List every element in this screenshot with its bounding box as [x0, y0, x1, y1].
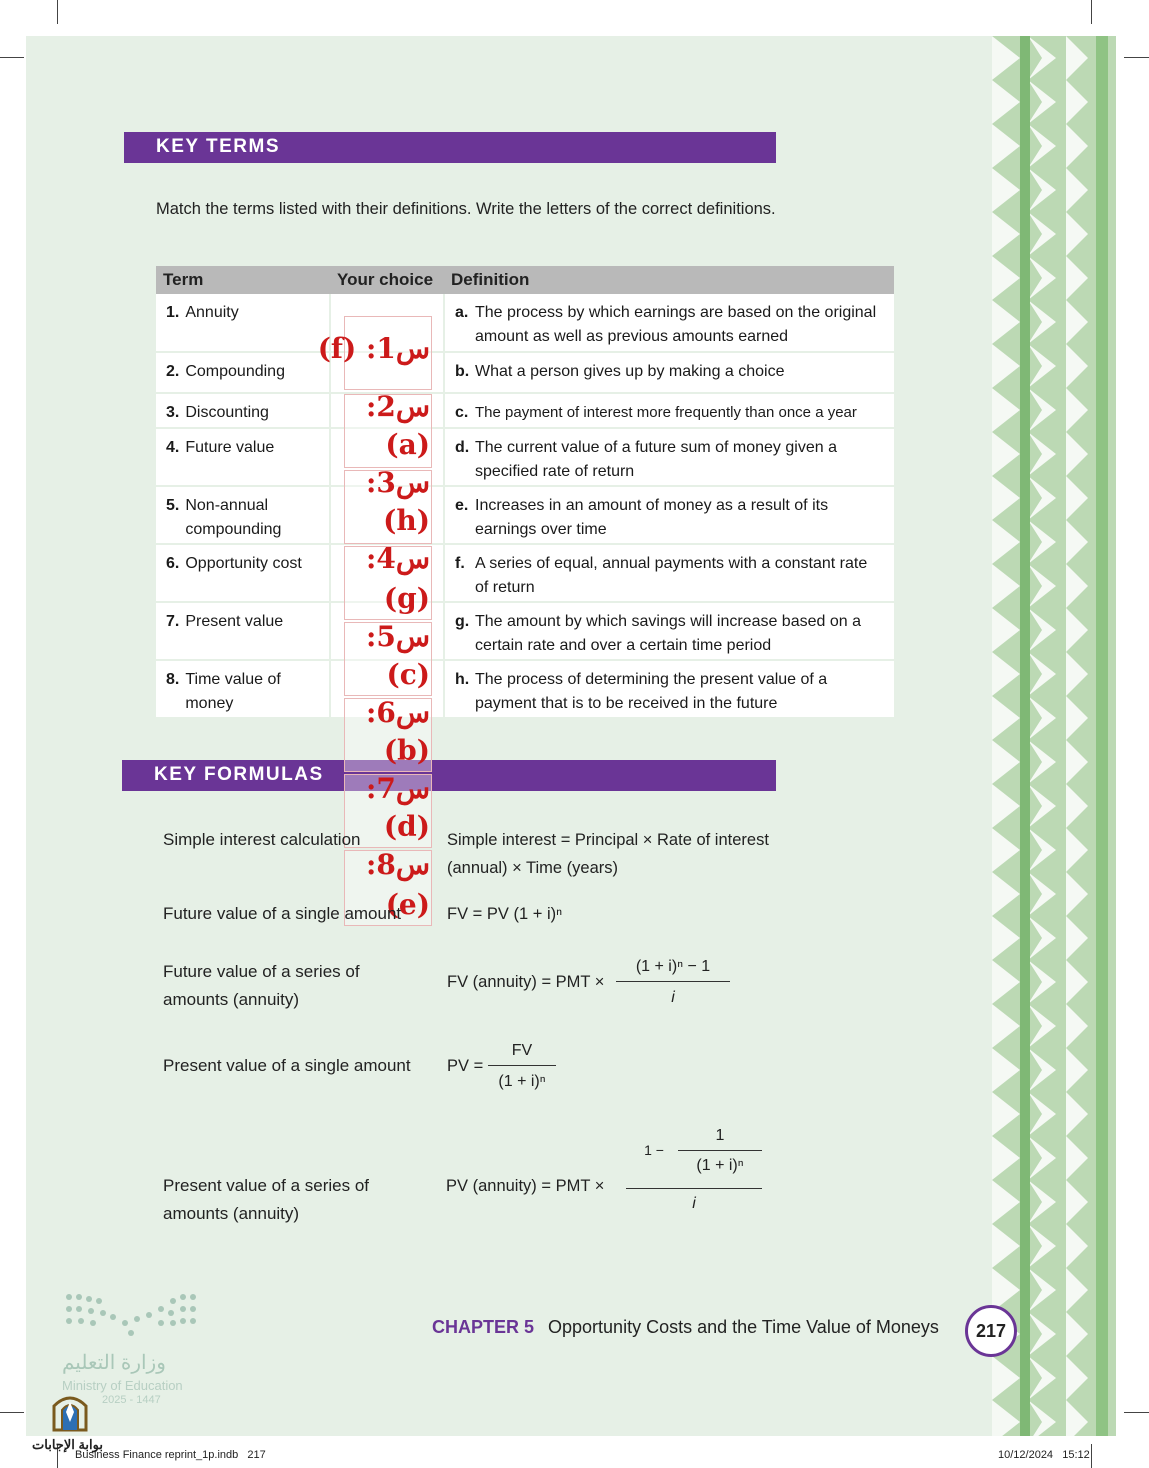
formula-pv-annuity-inner-numerator: 1 [715, 1127, 725, 1144]
definition-cell [444, 428, 894, 486]
formula-label-fv-annuity-1: Future value of a series of [163, 962, 360, 981]
answer-choice: (c) [386, 658, 430, 691]
formula-label-fv-single: Future value of a single amount [163, 904, 402, 923]
table-row [156, 660, 894, 718]
print-slug-date: 10/12/2024 15:12 [998, 1449, 1090, 1461]
term-number: 8. [166, 671, 180, 688]
key-terms-heading: KEY TERMS [124, 132, 776, 163]
decorative-border [992, 36, 1116, 1436]
definition-letter: c. [455, 404, 469, 421]
formula-label-pv-annuity-1: Present value of a series of [163, 1176, 370, 1195]
crop-mark [1091, 1444, 1092, 1468]
term-number: 4. [166, 439, 180, 456]
definition-cell [444, 486, 894, 544]
formula-pv-annuity-denominator: i [692, 1195, 696, 1212]
formula-label-pv-annuity-2: amounts (annuity) [163, 1204, 300, 1223]
answer-question: س8: [365, 848, 430, 881]
term-cell [156, 486, 330, 544]
definition-text: The process by which earnings are based on the original amount as well as previous amounts earned [475, 304, 877, 345]
table-header [156, 266, 894, 294]
term-number: 7. [166, 613, 180, 630]
answer-question: س6: [365, 696, 430, 729]
formula-pv-single-lhs: PV = [447, 1057, 484, 1075]
term-cell [156, 544, 330, 602]
instructions: Match the terms listed with their definitions. Write the letters of the correct definitions. [156, 200, 776, 218]
term-text: Discounting [185, 404, 269, 421]
definition-letter: f. [455, 555, 465, 572]
crop-mark [1091, 0, 1092, 24]
term-cell [156, 294, 330, 352]
answer-question: س2: [365, 390, 430, 423]
definition-letter: d. [455, 439, 470, 456]
term-number: 5. [166, 497, 180, 514]
answer-question: س7: [365, 772, 430, 805]
portal-logo-icon [48, 1388, 92, 1432]
formula-pv-annuity-lhs: PV (annuity) = PMT × [446, 1177, 605, 1195]
column-header-term: Term [156, 266, 330, 294]
definition-letter: a. [455, 304, 469, 321]
ministry-year: 2025 - 1447 [102, 1394, 161, 1406]
term-text: Compounding [185, 363, 285, 380]
crop-mark [57, 0, 58, 24]
definition-cell [444, 660, 894, 718]
term-number: 6. [166, 555, 180, 572]
chapter-label: CHAPTER 5 [432, 1317, 535, 1337]
answer-choice: (d) [383, 810, 430, 843]
term-number: 1. [166, 304, 180, 321]
ministry-name-ar: وزارة التعليم [62, 1352, 166, 1374]
fraction-bar [626, 1188, 762, 1189]
term-text: Future value [185, 439, 275, 456]
answer-choice: (g) [383, 582, 430, 615]
answer-line [318, 334, 430, 364]
formula-pv-annuity-inner-denominator: (1 + i)ⁿ [696, 1157, 744, 1174]
definition-cell [444, 544, 894, 602]
ministry-name-en: Ministry of Education [62, 1378, 183, 1393]
formula-simple-interest-line1: Simple interest = Principal × Rate of interest [447, 831, 769, 849]
portal-name: بوابة الإجابات [32, 1437, 103, 1452]
column-header-choice: Your choice [330, 266, 444, 294]
term-cell [156, 428, 330, 486]
formula-label-fv-annuity-2: amounts (annuity) [163, 990, 300, 1009]
formula-simple-interest-line2: (annual) × Time (years) [447, 859, 619, 877]
table-row [156, 352, 894, 393]
chapter-footer [432, 1317, 939, 1338]
answer-choice: (a) [385, 428, 430, 461]
term-text: Annuity [185, 304, 239, 321]
term-cell [156, 393, 330, 428]
table-row [156, 428, 894, 486]
table-row [156, 486, 894, 544]
crop-mark [1124, 57, 1149, 58]
table-row [156, 544, 894, 602]
table-row [156, 294, 894, 352]
formula-fv-annuity-denominator: i [671, 989, 675, 1006]
term-cell [156, 352, 330, 393]
definition-letter: h. [455, 671, 470, 688]
formula-pv-single-denominator: (1 + i)ⁿ [498, 1073, 546, 1090]
formula-fv-single: FV = PV (1 + i)ⁿ [447, 905, 563, 923]
formula-fv-annuity-numerator: (1 + i)ⁿ − 1 [635, 958, 711, 975]
answer-question: س1: [365, 332, 430, 365]
definition-cell [444, 352, 894, 393]
answer-question: س3: [365, 466, 430, 499]
definition-cell [444, 602, 894, 660]
table-row [156, 393, 894, 428]
definition-text: The current value of a future sum of money given a specified rate of return [475, 439, 837, 480]
chapter-title: Opportunity Costs and the Time Value of Moneys [548, 1317, 939, 1337]
definition-text: The process of determining the present value of a payment that is to be received in the future [475, 671, 828, 712]
term-text: Present value [185, 613, 284, 630]
formula-pv-single-numerator: FV [511, 1042, 533, 1059]
crop-mark [1124, 1412, 1149, 1413]
definition-text: What a person gives up by making a choice [475, 363, 785, 380]
key-formulas-heading: KEY FORMULAS [122, 760, 776, 791]
definition-letter: b. [455, 363, 470, 380]
term-text: Non-annual compounding [185, 497, 282, 538]
definition-letter: e. [455, 497, 469, 514]
column-header-definition: Definition [444, 266, 894, 294]
term-number: 2. [166, 363, 180, 380]
definition-text: The amount by which savings will increase based on a certain rate and over a certain time period [475, 613, 861, 654]
term-cell [156, 602, 330, 660]
page-number: 217 [965, 1305, 1017, 1357]
definition-text: The payment of interest more frequently than once a year [475, 404, 857, 421]
crop-mark [0, 1412, 24, 1413]
answer-choice: (h) [383, 504, 430, 537]
definition-cell [444, 294, 894, 352]
answer-question: س4: [365, 542, 430, 575]
answer-choice: (b) [383, 734, 430, 767]
fraction-bar [616, 981, 730, 982]
key-terms-table [156, 266, 894, 719]
answer-choice: (e) [385, 888, 430, 921]
formula-label-simple-interest: Simple interest calculation [163, 830, 361, 849]
term-cell [156, 660, 330, 718]
definition-cell [444, 393, 894, 428]
formula-label-pv-single: Present value of a single amount [163, 1056, 411, 1075]
fraction-bar [488, 1065, 556, 1066]
term-text: Opportunity cost [185, 555, 302, 572]
term-number: 3. [166, 404, 180, 421]
crop-mark [0, 57, 24, 58]
table-row [156, 602, 894, 660]
definition-text: A series of equal, annual payments with a constant rate of return [475, 555, 868, 596]
formula-pv-annuity-one-minus: 1 − [644, 1142, 664, 1158]
definition-letter: g. [455, 613, 470, 630]
fraction-bar [678, 1150, 762, 1151]
formula-fv-annuity-lhs: FV (annuity) = PMT × [447, 973, 605, 991]
definition-text: Increases in an amount of money as a result of its earnings over time [475, 497, 829, 538]
print-slug-file: Business Finance reprint_1p.indb 217 [75, 1449, 266, 1461]
chevron-pattern-icon [992, 36, 1116, 1436]
answer-choice: (f) [317, 332, 357, 365]
answer-question: س5: [365, 620, 430, 653]
term-text: Time value of money [185, 671, 281, 712]
